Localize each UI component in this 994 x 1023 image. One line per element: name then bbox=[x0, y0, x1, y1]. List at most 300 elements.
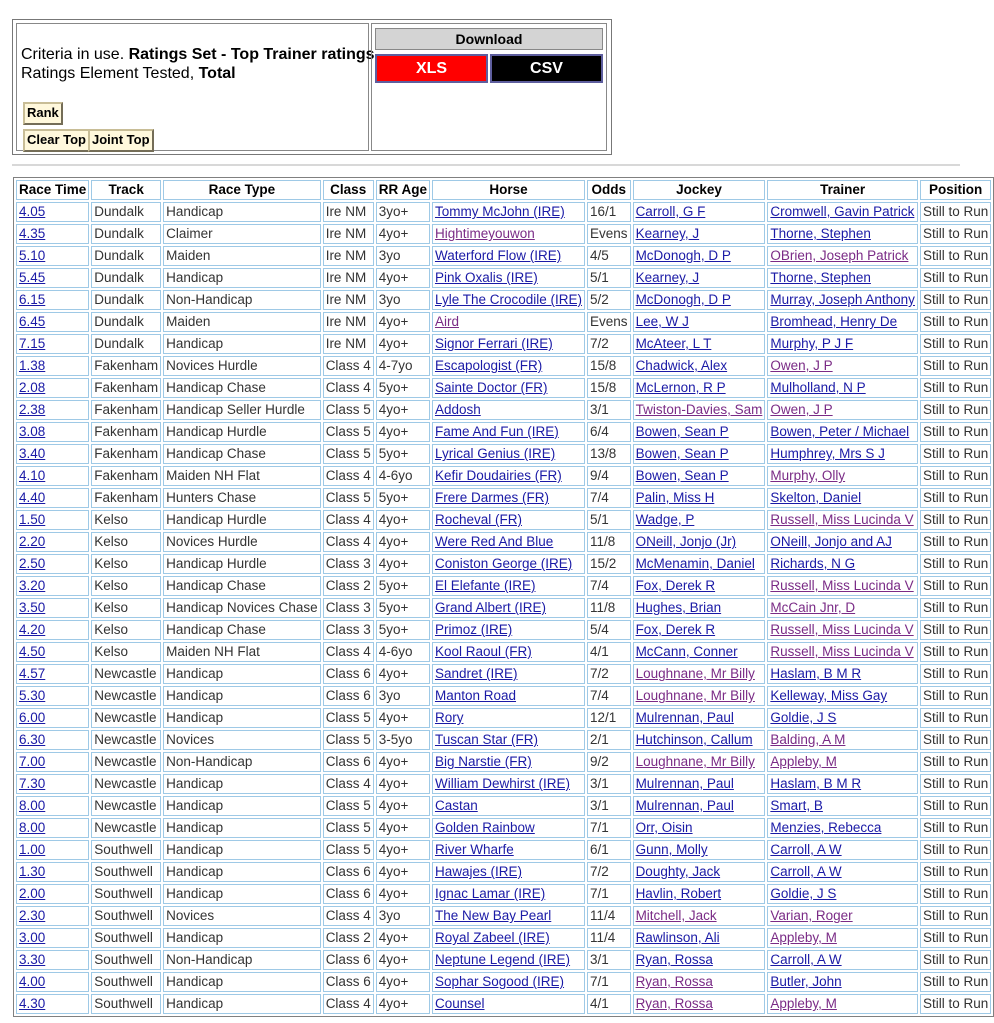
trainer-link[interactable]: Haslam, B M R bbox=[770, 666, 862, 681]
odds-cell: 7/4 bbox=[587, 576, 631, 596]
track-cell: Fakenham bbox=[91, 378, 161, 398]
trainer-cell bbox=[767, 268, 918, 288]
jockey-link[interactable]: Ryan, Rossa bbox=[635, 952, 713, 967]
race-type-cell: Handicap Chase bbox=[163, 378, 321, 398]
trainer-cell bbox=[767, 840, 918, 860]
race-time-cell bbox=[16, 444, 89, 464]
jockey-link[interactable]: Gunn, Molly bbox=[635, 842, 708, 857]
jockey-link[interactable]: Wadge, P bbox=[635, 512, 695, 527]
jockey-link[interactable]: Loughnane, Mr Billy bbox=[635, 688, 755, 703]
odds-cell: 11/4 bbox=[587, 928, 631, 948]
race-type-cell: Handicap bbox=[163, 334, 321, 354]
race-time-link[interactable]: 4.50 bbox=[19, 644, 46, 659]
trainer-link[interactable]: Owen, J P bbox=[770, 402, 833, 417]
jockey-link[interactable]: Havlin, Robert bbox=[635, 886, 722, 901]
jockey-cell bbox=[633, 488, 766, 508]
race-type-cell: Non-Handicap bbox=[163, 752, 321, 772]
track-cell: Dundalk bbox=[91, 224, 161, 244]
horse-link[interactable]: Kool Raoul (FR) bbox=[434, 644, 532, 659]
jockey-link[interactable]: McMenamin, Daniel bbox=[635, 556, 755, 571]
horse-link[interactable]: William Dewhirst (IRE) bbox=[434, 776, 570, 791]
rr-age-cell: 4yo+ bbox=[376, 422, 430, 442]
race-time-link[interactable]: 2.38 bbox=[19, 402, 46, 417]
horse-link[interactable]: Addosh bbox=[434, 402, 481, 417]
jockey-cell bbox=[633, 554, 766, 574]
table-body bbox=[16, 202, 991, 1014]
rank-button[interactable]: Rank bbox=[23, 102, 63, 125]
jockey-link[interactable]: Bowen, Sean P bbox=[635, 424, 729, 439]
position-cell: Still to Run bbox=[920, 862, 991, 882]
ratings-element-value: Total bbox=[198, 65, 236, 82]
trainer-link[interactable]: OBrien, Joseph Patrick bbox=[770, 248, 909, 263]
race-time-link[interactable]: 2.20 bbox=[19, 534, 46, 549]
class-cell: Class 4 bbox=[323, 906, 374, 926]
horse-link[interactable]: Hightimeyouwon bbox=[434, 226, 535, 241]
horse-link[interactable]: Sainte Doctor (FR) bbox=[434, 380, 548, 395]
horse-link[interactable]: Golden Rainbow bbox=[434, 820, 535, 835]
header-odds[interactable]: Odds bbox=[587, 180, 631, 200]
race-time-link[interactable]: 1.30 bbox=[19, 864, 46, 879]
rr-age-cell: 4yo+ bbox=[376, 752, 430, 772]
trainer-link[interactable]: Owen, J P bbox=[770, 358, 833, 373]
horse-link[interactable]: Tommy McJohn (IRE) bbox=[434, 204, 565, 219]
class-cell: Class 6 bbox=[323, 862, 374, 882]
horse-cell bbox=[432, 510, 585, 530]
xls-download-button[interactable]: XLS bbox=[375, 54, 488, 83]
position-cell: Still to Run bbox=[920, 796, 991, 816]
track-cell: Kelso bbox=[91, 642, 161, 662]
odds-cell: 5/2 bbox=[587, 290, 631, 310]
header-race-time[interactable]: Race Time bbox=[16, 180, 89, 200]
trainer-link[interactable]: Russell, Miss Lucinda V bbox=[770, 622, 914, 637]
table-row bbox=[16, 950, 991, 970]
odds-cell: 5/1 bbox=[587, 510, 631, 530]
jockey-link[interactable]: Fox, Derek R bbox=[635, 578, 716, 593]
race-time-cell bbox=[16, 224, 89, 244]
table-row bbox=[16, 224, 991, 244]
race-time-link[interactable]: 7.15 bbox=[19, 336, 46, 351]
horse-link[interactable]: Neptune Legend (IRE) bbox=[434, 952, 571, 967]
jockey-link[interactable]: Ryan, Rossa bbox=[635, 996, 713, 1011]
horse-link[interactable]: Primoz (IRE) bbox=[434, 622, 513, 637]
horse-cell bbox=[432, 994, 585, 1014]
track-cell: Southwell bbox=[91, 862, 161, 882]
horse-cell bbox=[432, 246, 585, 266]
jockey-link[interactable]: Carroll, G F bbox=[635, 204, 706, 219]
race-time-link[interactable]: 3.30 bbox=[19, 952, 46, 967]
track-cell: Dundalk bbox=[91, 268, 161, 288]
odds-cell: 7/4 bbox=[587, 686, 631, 706]
race-time-link[interactable]: 6.15 bbox=[19, 292, 46, 307]
jockey-link[interactable]: Mitchell, Jack bbox=[635, 908, 717, 923]
race-type-cell: Handicap Chase bbox=[163, 620, 321, 640]
jockey-link[interactable]: Orr, Oisin bbox=[635, 820, 693, 835]
trainer-link[interactable]: Carroll, A W bbox=[770, 842, 842, 857]
csv-download-button[interactable]: CSV bbox=[490, 54, 603, 83]
trainer-link[interactable]: McCain Jnr, D bbox=[770, 600, 856, 615]
horse-link[interactable]: Rocheval (FR) bbox=[434, 512, 522, 527]
horse-link[interactable]: Royal Zabeel (IRE) bbox=[434, 930, 550, 945]
horse-link[interactable]: Aird bbox=[434, 314, 459, 329]
odds-cell: 15/8 bbox=[587, 356, 631, 376]
jockey-link[interactable]: Palin, Miss H bbox=[635, 490, 715, 505]
track-cell: Kelso bbox=[91, 598, 161, 618]
race-time-cell bbox=[16, 928, 89, 948]
class-cell: Ire NM bbox=[323, 312, 374, 332]
jockey-link[interactable]: Lee, W J bbox=[635, 314, 689, 329]
jockey-link[interactable]: Loughnane, Mr Billy bbox=[635, 754, 755, 769]
trainer-link[interactable]: Russell, Miss Lucinda V bbox=[770, 644, 914, 659]
trainer-link[interactable]: Butler, John bbox=[770, 974, 842, 989]
odds-cell: 9/4 bbox=[587, 466, 631, 486]
race-time-link[interactable]: 4.30 bbox=[19, 996, 46, 1011]
header-class[interactable]: Class bbox=[323, 180, 374, 200]
jockey-link[interactable]: Twiston-Davies, Sam bbox=[635, 402, 763, 417]
race-time-cell bbox=[16, 686, 89, 706]
horse-cell bbox=[432, 400, 585, 420]
jockey-link[interactable]: Fox, Derek R bbox=[635, 622, 716, 637]
class-cell: Class 3 bbox=[323, 620, 374, 640]
trainer-link[interactable]: Goldie, J S bbox=[770, 710, 837, 725]
trainer-cell bbox=[767, 554, 918, 574]
rr-age-cell: 5yo+ bbox=[376, 488, 430, 508]
race-time-cell bbox=[16, 972, 89, 992]
table-row bbox=[16, 246, 991, 266]
track-cell: Dundalk bbox=[91, 202, 161, 222]
race-time-cell bbox=[16, 466, 89, 486]
table-header-row bbox=[16, 180, 991, 200]
race-time-link[interactable]: 4.35 bbox=[19, 226, 46, 241]
position-cell: Still to Run bbox=[920, 730, 991, 750]
trainer-link[interactable]: Appleby, M bbox=[770, 996, 837, 1011]
jockey-cell bbox=[633, 246, 766, 266]
jockey-link[interactable]: Kearney, J bbox=[635, 226, 700, 241]
race-time-link[interactable]: 8.00 bbox=[19, 820, 46, 835]
race-time-link[interactable]: 2.00 bbox=[19, 886, 46, 901]
jockey-link[interactable]: McDonogh, D P bbox=[635, 248, 731, 263]
table-row bbox=[16, 334, 991, 354]
table-row bbox=[16, 378, 991, 398]
jockey-cell bbox=[633, 532, 766, 552]
header-race-type[interactable]: Race Type bbox=[163, 180, 321, 200]
track-cell: Southwell bbox=[91, 950, 161, 970]
jockey-link[interactable]: Mulrennan, Paul bbox=[635, 776, 734, 791]
trainer-link[interactable]: Balding, A M bbox=[770, 732, 846, 747]
jockey-cell bbox=[633, 268, 766, 288]
race-time-link[interactable]: 4.20 bbox=[19, 622, 46, 637]
odds-cell: 3/1 bbox=[587, 796, 631, 816]
race-time-cell bbox=[16, 576, 89, 596]
trainer-cell bbox=[767, 400, 918, 420]
horse-link[interactable]: Hawajes (IRE) bbox=[434, 864, 522, 879]
race-time-link[interactable]: 8.00 bbox=[19, 798, 46, 813]
table-row bbox=[16, 510, 991, 530]
header-jockey[interactable]: Jockey bbox=[633, 180, 766, 200]
trainer-cell bbox=[767, 994, 918, 1014]
horse-cell bbox=[432, 708, 585, 728]
race-time-link[interactable]: 7.00 bbox=[19, 754, 46, 769]
horse-link[interactable]: Sandret (IRE) bbox=[434, 666, 518, 681]
track-cell: Fakenham bbox=[91, 400, 161, 420]
horse-link[interactable]: Lyle The Crocodile (IRE) bbox=[434, 292, 583, 307]
trainer-link[interactable]: Haslam, B M R bbox=[770, 776, 862, 791]
class-cell: Class 4 bbox=[323, 642, 374, 662]
horse-link[interactable]: Counsel bbox=[434, 996, 485, 1011]
horse-link[interactable]: Grand Albert (IRE) bbox=[434, 600, 547, 615]
position-cell: Still to Run bbox=[920, 994, 991, 1014]
header-track[interactable]: Track bbox=[91, 180, 161, 200]
horse-link[interactable]: Ignac Lamar (IRE) bbox=[434, 886, 546, 901]
trainer-link[interactable]: Bowen, Peter / Michael bbox=[770, 424, 910, 439]
horse-link[interactable]: Pink Oxalis (IRE) bbox=[434, 270, 538, 285]
trainer-link[interactable]: Mulholland, N P bbox=[770, 380, 866, 395]
jockey-cell bbox=[633, 818, 766, 838]
race-time-link[interactable]: 4.40 bbox=[19, 490, 46, 505]
horse-cell bbox=[432, 972, 585, 992]
odds-cell: 12/1 bbox=[587, 708, 631, 728]
horse-link[interactable]: Kefir Doudairies (FR) bbox=[434, 468, 562, 483]
jockey-link[interactable]: Rawlinson, Ali bbox=[635, 930, 720, 945]
trainer-link[interactable]: ONeill, Jonjo and AJ bbox=[770, 534, 892, 549]
position-cell: Still to Run bbox=[920, 312, 991, 332]
trainer-link[interactable]: Murray, Joseph Anthony bbox=[770, 292, 915, 307]
position-cell: Still to Run bbox=[920, 620, 991, 640]
jockey-link[interactable]: McDonogh, D P bbox=[635, 292, 731, 307]
trainer-link[interactable]: Cromwell, Gavin Patrick bbox=[770, 204, 915, 219]
horse-cell bbox=[432, 554, 585, 574]
jockey-link[interactable]: ONeill, Jonjo (Jr) bbox=[635, 534, 737, 549]
class-cell: Class 5 bbox=[323, 730, 374, 750]
table-row bbox=[16, 554, 991, 574]
race-time-link[interactable]: 4.00 bbox=[19, 974, 46, 989]
track-cell: Newcastle bbox=[91, 730, 161, 750]
track-cell: Fakenham bbox=[91, 466, 161, 486]
jockey-cell bbox=[633, 994, 766, 1014]
table-row bbox=[16, 532, 991, 552]
horse-link[interactable]: The New Bay Pearl bbox=[434, 908, 552, 923]
jockey-link[interactable]: Chadwick, Alex bbox=[635, 358, 728, 373]
race-type-cell: Handicap Hurdle bbox=[163, 554, 321, 574]
rr-age-cell: 4yo+ bbox=[376, 400, 430, 420]
race-time-cell bbox=[16, 510, 89, 530]
table-row bbox=[16, 686, 991, 706]
horse-link[interactable]: Sophar Sogood (IRE) bbox=[434, 974, 565, 989]
trainer-link[interactable]: Bromhead, Henry De bbox=[770, 314, 898, 329]
rr-age-cell: 3yo bbox=[376, 290, 430, 310]
trainer-link[interactable]: Appleby, M bbox=[770, 754, 837, 769]
rr-age-cell: 4yo+ bbox=[376, 774, 430, 794]
trainer-link[interactable]: Varian, Roger bbox=[770, 908, 853, 923]
trainer-link[interactable]: Kelleway, Miss Gay bbox=[770, 688, 888, 703]
odds-cell: 3/1 bbox=[587, 774, 631, 794]
race-time-link[interactable]: 5.30 bbox=[19, 688, 46, 703]
jockey-link[interactable]: Ryan, Rossa bbox=[635, 974, 713, 989]
trainer-link[interactable]: Skelton, Daniel bbox=[770, 490, 862, 505]
criteria-text bbox=[21, 45, 375, 83]
horse-link[interactable]: Lyrical Genius (IRE) bbox=[434, 446, 556, 461]
jockey-link[interactable]: Bowen, Sean P bbox=[635, 446, 729, 461]
odds-cell: 11/8 bbox=[587, 532, 631, 552]
position-cell: Still to Run bbox=[920, 378, 991, 398]
race-type-cell: Maiden bbox=[163, 246, 321, 266]
trainer-cell bbox=[767, 686, 918, 706]
rr-age-cell: 4yo+ bbox=[376, 312, 430, 332]
race-time-link[interactable]: 3.00 bbox=[19, 930, 46, 945]
class-cell: Class 5 bbox=[323, 818, 374, 838]
race-type-cell: Novices bbox=[163, 906, 321, 926]
race-time-link[interactable]: 5.10 bbox=[19, 248, 46, 263]
trainer-link[interactable]: Russell, Miss Lucinda V bbox=[770, 512, 914, 527]
trainer-link[interactable]: Appleby, M bbox=[770, 930, 837, 945]
horse-link[interactable]: Coniston George (IRE) bbox=[434, 556, 573, 571]
rr-age-cell: 3-5yo bbox=[376, 730, 430, 750]
table-row bbox=[16, 620, 991, 640]
horse-cell bbox=[432, 268, 585, 288]
horse-link[interactable]: Fame And Fun (IRE) bbox=[434, 424, 559, 439]
rr-age-cell: 3yo bbox=[376, 246, 430, 266]
jockey-cell bbox=[633, 224, 766, 244]
position-cell: Still to Run bbox=[920, 224, 991, 244]
trainer-link[interactable]: Thorne, Stephen bbox=[770, 226, 871, 241]
odds-cell: 7/2 bbox=[587, 664, 631, 684]
odds-cell: 5/4 bbox=[587, 620, 631, 640]
race-time-link[interactable]: 4.57 bbox=[19, 666, 46, 681]
jockey-link[interactable]: Doughty, Jack bbox=[635, 864, 721, 879]
odds-cell: 7/1 bbox=[587, 972, 631, 992]
header-position[interactable]: Position bbox=[920, 180, 991, 200]
header-horse[interactable]: Horse bbox=[432, 180, 585, 200]
horse-link[interactable]: Tuscan Star (FR) bbox=[434, 732, 538, 747]
horse-link[interactable]: Waterford Flow (IRE) bbox=[434, 248, 562, 263]
jockey-link[interactable]: Kearney, J bbox=[635, 270, 700, 285]
rr-age-cell: 4yo+ bbox=[376, 884, 430, 904]
race-time-link[interactable]: 3.20 bbox=[19, 578, 46, 593]
race-type-cell: Claimer bbox=[163, 224, 321, 244]
jockey-link[interactable]: McAteer, L T bbox=[635, 336, 712, 351]
class-cell: Class 4 bbox=[323, 532, 374, 552]
odds-cell: 6/1 bbox=[587, 840, 631, 860]
jockey-link[interactable]: Hughes, Brian bbox=[635, 600, 722, 615]
race-time-link[interactable]: 1.38 bbox=[19, 358, 46, 373]
jockey-link[interactable]: McCann, Conner bbox=[635, 644, 738, 659]
jockey-link[interactable]: Mulrennan, Paul bbox=[635, 798, 734, 813]
race-time-link[interactable]: 1.50 bbox=[19, 512, 46, 527]
race-type-cell: Handicap bbox=[163, 686, 321, 706]
race-time-link[interactable]: 6.45 bbox=[19, 314, 46, 329]
horse-link[interactable]: El Elefante (IRE) bbox=[434, 578, 536, 593]
horse-link[interactable]: Castan bbox=[434, 798, 478, 813]
jockey-cell bbox=[633, 642, 766, 662]
jockey-cell bbox=[633, 576, 766, 596]
track-cell: Dundalk bbox=[91, 246, 161, 266]
race-time-link[interactable]: 5.45 bbox=[19, 270, 46, 285]
trainer-link[interactable]: Russell, Miss Lucinda V bbox=[770, 578, 914, 593]
trainer-link[interactable]: Carroll, A W bbox=[770, 864, 842, 879]
race-time-cell bbox=[16, 378, 89, 398]
jockey-link[interactable]: McLernon, R P bbox=[635, 380, 726, 395]
header-rr-age[interactable]: RR Age bbox=[376, 180, 430, 200]
jockey-cell bbox=[633, 752, 766, 772]
race-time-link[interactable]: 4.05 bbox=[19, 204, 46, 219]
jockey-link[interactable]: Loughnane, Mr Billy bbox=[635, 666, 755, 681]
trainer-cell bbox=[767, 774, 918, 794]
trainer-cell bbox=[767, 466, 918, 486]
criteria-box bbox=[16, 23, 375, 151]
race-time-link[interactable]: 2.50 bbox=[19, 556, 46, 571]
position-cell: Still to Run bbox=[920, 972, 991, 992]
horse-link[interactable]: Were Red And Blue bbox=[434, 534, 554, 549]
position-cell: Still to Run bbox=[920, 752, 991, 772]
race-time-link[interactable]: 6.00 bbox=[19, 710, 46, 725]
horse-link[interactable]: Manton Road bbox=[434, 688, 517, 703]
race-time-link[interactable]: 4.10 bbox=[19, 468, 46, 483]
joint-top-button[interactable]: Joint Top bbox=[88, 129, 154, 152]
race-time-cell bbox=[16, 642, 89, 662]
rr-age-cell: 4yo+ bbox=[376, 510, 430, 530]
class-cell: Class 5 bbox=[323, 796, 374, 816]
race-time-link[interactable]: 3.50 bbox=[19, 600, 46, 615]
class-cell: Class 6 bbox=[323, 664, 374, 684]
race-type-cell: Novices Hurdle bbox=[163, 532, 321, 552]
trainer-link[interactable]: Murphy, P J F bbox=[770, 336, 854, 351]
horse-link[interactable]: Rory bbox=[434, 710, 464, 725]
race-type-cell: Handicap bbox=[163, 862, 321, 882]
jockey-link[interactable]: Bowen, Sean P bbox=[635, 468, 729, 483]
header-trainer[interactable]: Trainer bbox=[767, 180, 918, 200]
trainer-link[interactable]: Murphy, Olly bbox=[770, 468, 846, 483]
trainer-link[interactable]: Goldie, J S bbox=[770, 886, 837, 901]
race-time-link[interactable]: 3.08 bbox=[19, 424, 46, 439]
horse-link[interactable]: River Wharfe bbox=[434, 842, 514, 857]
horse-cell bbox=[432, 356, 585, 376]
horse-link[interactable]: Escapologist (FR) bbox=[434, 358, 543, 373]
class-cell: Class 3 bbox=[323, 598, 374, 618]
race-time-link[interactable]: 6.30 bbox=[19, 732, 46, 747]
trainer-link[interactable]: Richards, N G bbox=[770, 556, 856, 571]
race-time-link[interactable]: 2.30 bbox=[19, 908, 46, 923]
horse-cell bbox=[432, 202, 585, 222]
track-cell: Southwell bbox=[91, 972, 161, 992]
class-cell: Class 5 bbox=[323, 488, 374, 508]
race-time-link[interactable]: 3.40 bbox=[19, 446, 46, 461]
jockey-link[interactable]: Mulrennan, Paul bbox=[635, 710, 734, 725]
horse-link[interactable]: Big Narstie (FR) bbox=[434, 754, 532, 769]
jockey-cell bbox=[633, 466, 766, 486]
table-row bbox=[16, 708, 991, 728]
clear-top-button[interactable]: Clear Top bbox=[23, 129, 90, 152]
race-time-link[interactable]: 7.30 bbox=[19, 776, 46, 791]
race-time-link[interactable]: 2.08 bbox=[19, 380, 46, 395]
race-time-link[interactable]: 1.00 bbox=[19, 842, 46, 857]
trainer-link[interactable]: Smart, B bbox=[770, 798, 823, 813]
jockey-cell bbox=[633, 708, 766, 728]
jockey-link[interactable]: Hutchinson, Callum bbox=[635, 732, 753, 747]
rr-age-cell: 4yo+ bbox=[376, 796, 430, 816]
position-cell: Still to Run bbox=[920, 246, 991, 266]
horse-cell bbox=[432, 224, 585, 244]
trainer-link[interactable]: Menzies, Rebecca bbox=[770, 820, 882, 835]
trainer-link[interactable]: Humphrey, Mrs S J bbox=[770, 446, 885, 461]
trainer-cell bbox=[767, 444, 918, 464]
horse-link[interactable]: Frere Darmes (FR) bbox=[434, 490, 549, 505]
horse-link[interactable]: Signor Ferrari (IRE) bbox=[434, 336, 553, 351]
track-cell: Dundalk bbox=[91, 312, 161, 332]
track-cell: Kelso bbox=[91, 532, 161, 552]
jockey-cell bbox=[633, 862, 766, 882]
trainer-link[interactable]: Carroll, A W bbox=[770, 952, 842, 967]
trainer-link[interactable]: Thorne, Stephen bbox=[770, 270, 871, 285]
position-cell: Still to Run bbox=[920, 554, 991, 574]
